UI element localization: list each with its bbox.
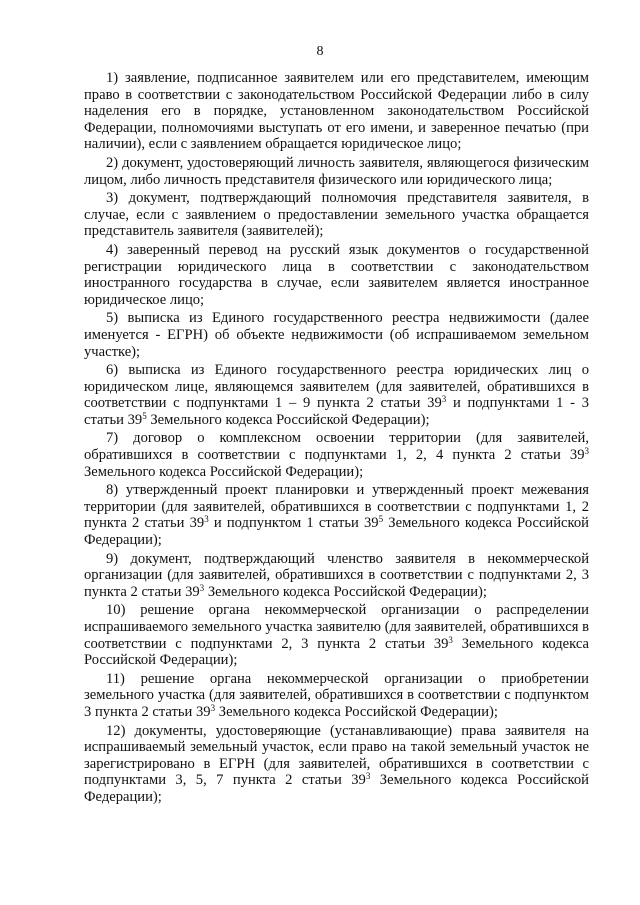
paragraph-text: 8) утвержденный проект планировки и утвержденный проект межевания территории (для заявителей, обратившихся в соответствии с подпунктами 1, 2 пункта 2 статьи 39 (84, 482, 589, 532)
superscript: 5 (142, 410, 147, 421)
paragraph-text: Земельного кодекса Российской Федерации); (215, 703, 498, 720)
list-item-paragraph (84, 242, 589, 308)
paragraph-text: 10) решение органа некоммерческой организации о распределении испрашиваемого земельного участка заявителю (для заявителей, обратившихся в соответствии с подпунктами 2, 3 пункта 2 статьи 39 (84, 602, 589, 652)
list-item-paragraph (84, 551, 589, 601)
superscript: 3 (584, 446, 589, 457)
paragraph-text: 3) документ, подтверждающий полномочия представителя заявителя, в случае, если с заявлением о предоставлении земельного участка обращается представитель заявителя (заявителей); (84, 190, 589, 240)
list-item-paragraph (84, 70, 589, 153)
paragraph-text: Земельного кодекса Российской Федерации); (84, 772, 589, 805)
paragraph-text: 9) документ, подтверждающий членство заявителя в некоммерческой организации (для заявителей, обратившихся в соответствии с подпунктами 2, 3 пункта 2 статьи 39 (84, 550, 589, 600)
list-item-paragraph (84, 723, 589, 806)
paragraph-text: Земельного кодекса Российской Федерации); (84, 515, 589, 549)
superscript: 3 (365, 771, 371, 782)
superscript: 3 (210, 702, 216, 713)
list-item-paragraph (84, 482, 589, 548)
list-item-paragraph (84, 190, 589, 240)
paragraph-text: Земельного кодекса Российской Федерации); (84, 635, 590, 669)
list-item-paragraph (84, 362, 589, 428)
paragraph-text: 5) выписка из Единого государственного реестра недвижимости (далее именуется - ЕГРН) об объекте недвижимости (об испрашиваемом земельном участке); (84, 310, 589, 360)
superscript: 3 (441, 394, 447, 405)
document-body (84, 70, 589, 808)
list-item-paragraph (84, 430, 589, 480)
paragraph-text: и подпунктом 1 статьи 39 (208, 515, 379, 532)
paragraph-text: 12) документы, удостоверяющие (устанавливающие) права заявителя на испрашиваемый земельный участок, если право на такой земельный участок не зарегистрировано в ЕГРН (для заявителей, обратившихся в соответствии с подпунктами 3, 5, 7 пункта 2 статьи 39 (84, 722, 589, 789)
list-item-paragraph (84, 155, 589, 188)
paragraph-text: 4) заверенный перевод на русский язык документов о государственной регистрации юридического лица в соответствии с законодательством иностранного государства в случае, если заявителем является иностранное юридическое лицо; (84, 241, 589, 308)
list-item-paragraph (84, 602, 589, 668)
paragraph-text: 6) выписка из Единого государственного реестра юридических лиц о юридическом лице, являющемся заявителем (для заявителей, обратившихся в соответствии с подпунктами 1 – 9 пункта 2 статьи 39 (84, 362, 589, 412)
paragraph-text: 11) решение органа некоммерческой организации о приобретении земельного участка (для заявителей, обратившихся в соответствии с подпунктом 3 пункта 2 статьи 39 (84, 670, 589, 720)
page-number: 8 (316, 44, 324, 59)
paragraph-text: Земельного кодекса Российской Федерации); (204, 583, 487, 600)
paragraph-text: 2) документ, удостоверяющий личность заявителя, являющегося физическим лицом, либо личность представителя физического или юридического лица; (84, 154, 589, 188)
superscript: 3 (199, 582, 205, 593)
paragraph-text: 1) заявление, подписанное заявителем или его представителем, имеющим право в соответствии с законодательством Российской Федерации либо в силу наделения его в порядке, установленном законодательством Российской Федерации, полномочиями выступать от его имени, и заверенное печатью (при наличии), если с заявлением обращается юридическое лицо; (84, 70, 589, 153)
paragraph-text: 7) договор о комплексном освоении территории (для заявителей, обратившихся в соответствии с подпунктами 1, 2, 4 пункта 2 статьи 39 (84, 430, 589, 464)
list-item-paragraph (84, 310, 589, 360)
superscript: 3 (204, 514, 209, 525)
paragraph-text: и подпунктами 1 - 3 статьи 39 (84, 395, 589, 428)
list-item-paragraph (84, 671, 589, 721)
superscript: 3 (448, 634, 453, 645)
superscript: 5 (378, 514, 384, 525)
paragraph-text: Земельного кодекса Российской Федерации); (146, 411, 430, 428)
paragraph-text: Земельного кодекса Российской Федерации); (84, 463, 364, 480)
